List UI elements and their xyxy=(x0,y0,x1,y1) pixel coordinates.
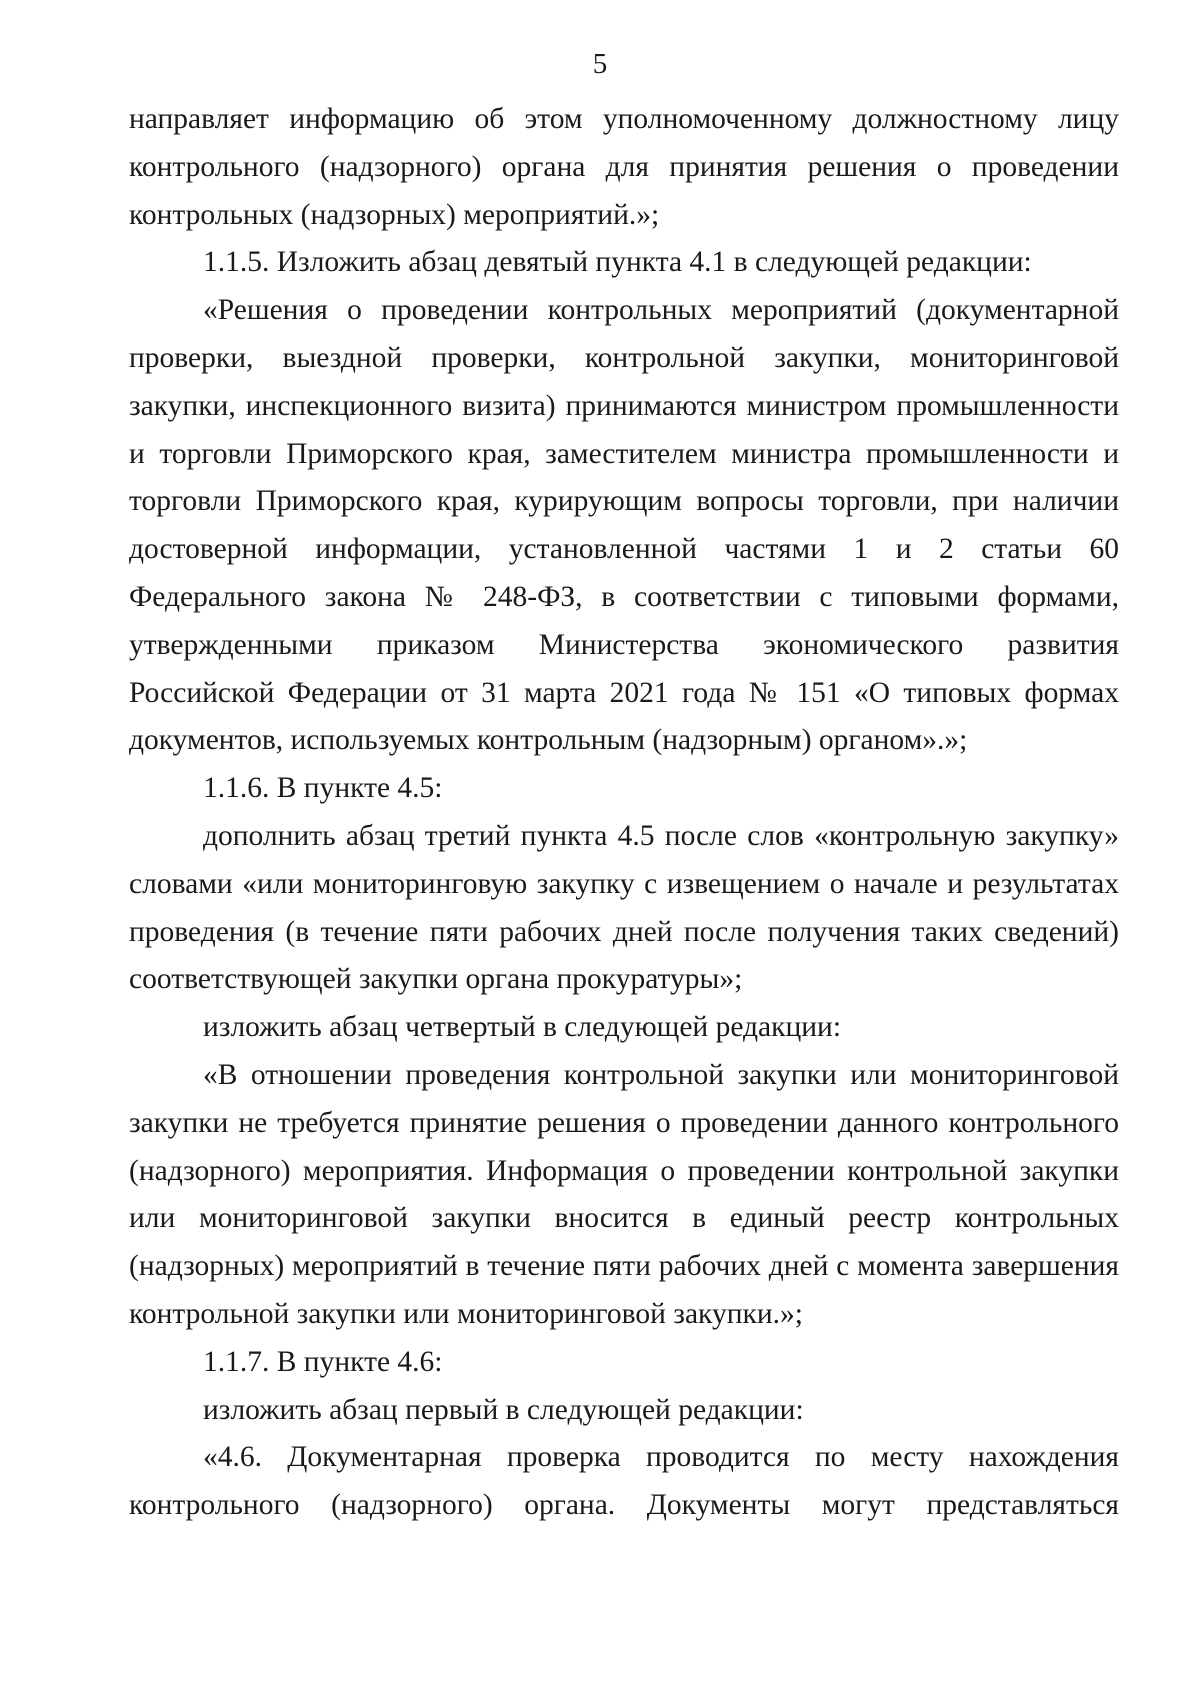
paragraph-continuation: направляет информацию об этом уполномоченному должностному лицу контрольного (надзорного) органа для принятия решения о проведении контрольных (надзорных) мероприятий.»; xyxy=(129,103,1119,231)
paragraph-quote-4-6: «4.6. Документарная проверка проводится по месту нахождения контрольного (надзорного) органа. Документы могут представляться xyxy=(129,1441,1119,1522)
paragraph-quote-decisions: «Решения о проведении контрольных мероприятий (документарной проверки, выездной проверки, контрольной закупки, мониторинговой закупки, инспекционного визита) принимаются министром промышленности и торговли Приморского края, заместителем министра промышленности и торговли Приморского края, курирующим вопросы торговли, при наличии достоверной информации, установленной частями 1 и 2 статьи 60 Федерального закона № 248-ФЗ, в соответствии с типовыми формами, утвержденными приказом Министерства экономического развития Российской Федерации от 31 марта 2021 года № 151 «О типовых формах документов, используемых контрольным (надзорным) органом».»; xyxy=(129,294,1119,757)
document-body xyxy=(129,96,1119,1530)
paragraph-quote-purchase: «В отношении проведения контрольной закупки или мониторинговой закупки не требуется принятие решения о проведении данного контрольного (надзорного) мероприятия. Информация о проведении контрольной закупки или мониторинговой закупки вносится в единый реестр контрольных (надзорных) мероприятий в течение пяти рабочих дней с момента завершения контрольной закупки или мониторинговой закупки.»; xyxy=(129,1058,1119,1330)
paragraph-item-1-1-7: 1.1.7. В пункте 4.6: xyxy=(203,1345,443,1378)
page-number: 5 xyxy=(592,48,608,80)
paragraph-supplement-4-5: дополнить абзац третий пункта 4.5 после слов «контрольную закупку» словами «или мониторинговую закупку с извещением о начале и результатах проведения (в течение пяти рабочих дней после получения таких сведений) соответствующей закупки органа прокуратуры»; xyxy=(129,819,1119,996)
paragraph-restate-first: изложить абзац первый в следующей редакции: xyxy=(203,1393,804,1426)
paragraph-item-1-1-5: 1.1.5. Изложить абзац девятый пункта 4.1 в следующей редакции: xyxy=(203,246,1032,279)
paragraph-item-1-1-6: 1.1.6. В пункте 4.5: xyxy=(203,772,443,805)
paragraph-restate-fourth: изложить абзац четвертый в следующей редакции: xyxy=(203,1011,842,1044)
